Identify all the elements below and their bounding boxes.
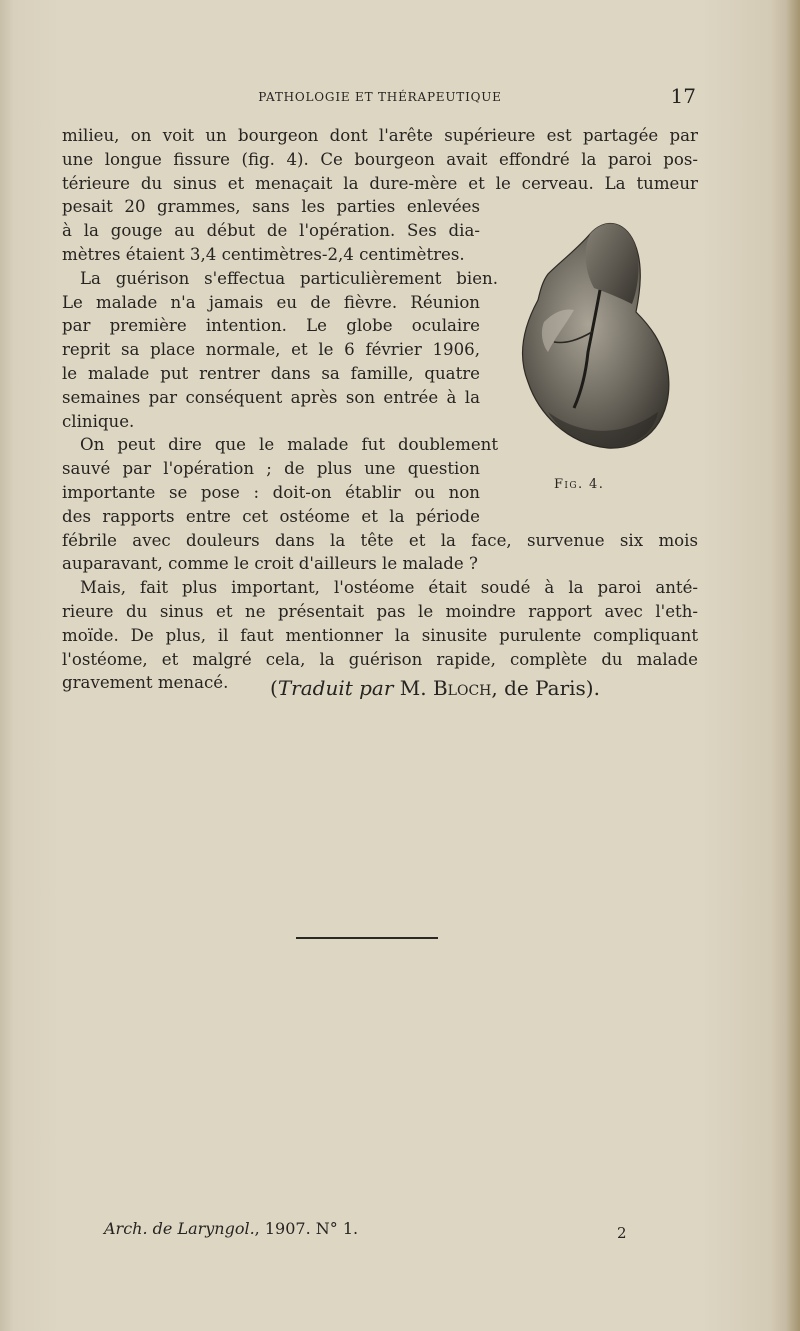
section-rule [296, 937, 438, 939]
footer-citation [104, 1219, 358, 1238]
journal-issue: , 1907. N° 1. [254, 1219, 359, 1238]
figure-osteoma [508, 212, 678, 452]
running-title: PATHOLOGIE ET THÉRAPEUTIQUE [258, 90, 502, 104]
translator-phrase: Traduit par [277, 676, 394, 700]
running-head [62, 84, 698, 110]
text-line: reprit sa place normale, et le 6 février 1906, [62, 340, 480, 360]
text-line: sauvé par l'opération ; de plus une question [62, 459, 480, 479]
text-line: moïde. De plus, il faut mentionner la sinusite purulente compliquant [62, 625, 698, 645]
printer-signature: 2 [617, 1224, 627, 1242]
text-line: Mais, fait plus important, l'ostéome était soudé à la paroi anté- [80, 578, 698, 598]
text-line: mètres étaient 3,4 centimètres-2,4 centimètres. [62, 244, 465, 264]
text-line: gravement menacé. [62, 673, 229, 693]
text-line: térieure du sinus et menaçait la dure-mère et le cerveau. La tumeur [62, 173, 698, 193]
text-line: une longue fissure (fig. 4). Ce bourgeon avait effondré la paroi pos- [62, 149, 698, 169]
journal-name: Arch. de Laryngol. [104, 1219, 255, 1238]
osteoma-illustration [508, 212, 678, 452]
text-line: à la gouge au début de l'opération. Ses dia- [62, 221, 480, 241]
page-number: 17 [670, 84, 696, 108]
text-line: l'ostéome, et malgré cela, la guérison rapide, complète du malade [62, 649, 698, 669]
translator-open: ( [270, 676, 278, 700]
translator-credit [270, 676, 600, 700]
text-line: par première intention. Le globe oculaire [62, 316, 480, 336]
book-spine-shadow [786, 0, 800, 1331]
text-line: le malade put rentrer dans sa famille, quatre [62, 363, 480, 383]
text-line: pesait 20 grammes, sans les parties enlevées [62, 197, 480, 217]
text-line: clinique. [62, 411, 135, 431]
text-line: La guérison s'effectua particulièrement bien. [80, 268, 498, 288]
text-line: rieure du sinus et ne présentait pas le moindre rapport avec l'eth- [62, 601, 698, 621]
text-line: fébrile avec douleurs dans la tête et la face, survenue six mois [62, 530, 698, 550]
translator-name: Bloch [432, 676, 492, 700]
text-line: semaines par conséquent après son entrée à la [62, 387, 480, 407]
text-line: auparavant, comme le croit d'ailleurs le malade ? [62, 554, 478, 574]
text-line: des rapports entre cet ostéome et la période [62, 506, 480, 526]
figure-caption: Fig. 4. [554, 477, 605, 492]
translator-place: , de Paris). [491, 676, 600, 700]
text-line: On peut dire que le malade fut doublement [80, 435, 498, 455]
text-line: importante se pose : doit-on établir ou non [62, 482, 480, 502]
text-line: milieu, on voit un bourgeon dont l'arête supérieure est partagée par [62, 126, 698, 145]
text-line: Le malade n'a jamais eu de fièvre. Réunion [62, 292, 480, 312]
translator-title: M. [393, 676, 433, 700]
